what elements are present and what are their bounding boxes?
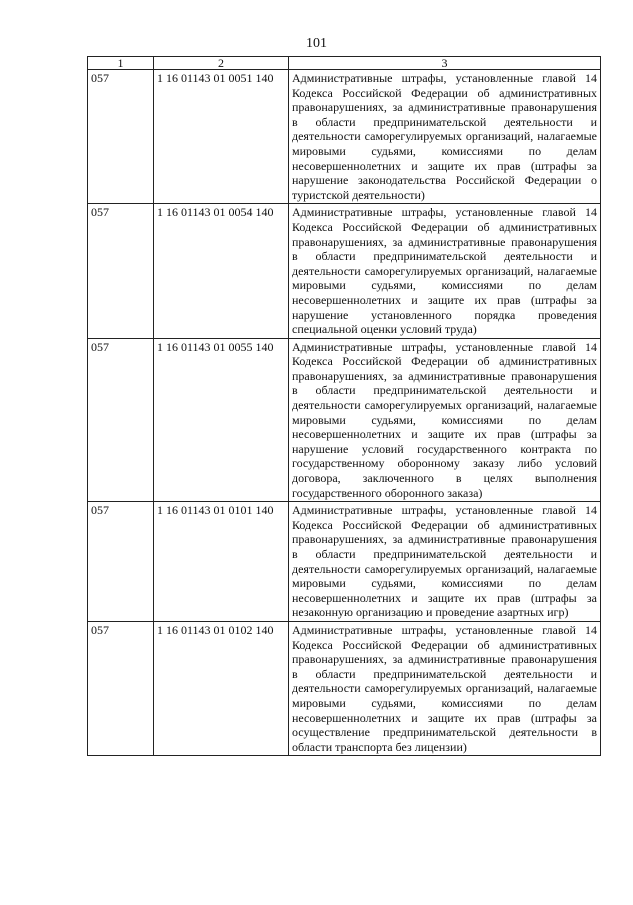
description-cell: Административные штрафы, установленные главой 14 Кодекса Российской Федерации об административных правонарушениях, за административные правонарушения в области предпринимательской деятельности и деятельности саморегулируемых организаций, налагаемые мировыми судьями, комиссиями по делам несовершеннолетних и защите их прав (штрафы за нарушение законодательства Российской Федерации о туристской деятельности): [289, 70, 601, 204]
budget-classification-code-cell: 1 16 01143 01 0051 140: [154, 70, 289, 204]
table-row: [88, 338, 601, 502]
description-cell: Административные штрафы, установленные главой 14 Кодекса Российской Федерации об административных правонарушениях, за административные правонарушения в области предпринимательской деятельности и деятельности саморегулируемых организаций, налагаемые мировыми судьями, комиссиями по делам несовершеннолетних и защите их прав (штрафы за незаконную организацию и проведение азартных игр): [289, 502, 601, 622]
admin-code-cell: 057: [88, 502, 154, 622]
admin-code-cell: 057: [88, 621, 154, 755]
table-row: [88, 204, 601, 338]
description-cell: Административные штрафы, установленные главой 14 Кодекса Российской Федерации об административных правонарушениях, за административные правонарушения в области предпринимательской деятельности и деятельности саморегулируемых организаций, налагаемые мировыми судьями, комиссиями по делам несовершеннолетних и защите их прав (штрафы за осуществление предпринимательской деятельности в области транспорта без лицензии): [289, 621, 601, 755]
column-header-3: 3: [289, 57, 601, 70]
table-row: [88, 621, 601, 755]
table-row: [88, 70, 601, 204]
admin-code-cell: 057: [88, 338, 154, 502]
budget-classification-code-cell: 1 16 01143 01 0055 140: [154, 338, 289, 502]
description-cell: Административные штрафы, установленные главой 14 Кодекса Российской Федерации об административных правонарушениях, за административные правонарушения в области предпринимательской деятельности и деятельности саморегулируемых организаций, налагаемые мировыми судьями, комиссиями по делам несовершеннолетних и защите их прав (штрафы за нарушение условий государственного контракта по государственному оборонному заказу либо условий договора, заключенного в целях выполнения государственного оборонного заказа): [289, 338, 601, 502]
budget-classification-code-cell: 1 16 01143 01 0054 140: [154, 204, 289, 338]
column-header-1: 1: [88, 57, 154, 70]
column-header-2: 2: [154, 57, 289, 70]
table-header-row: [88, 57, 601, 70]
table-row: [88, 502, 601, 622]
budget-classification-code-cell: 1 16 01143 01 0101 140: [154, 502, 289, 622]
description-cell: Административные штрафы, установленные главой 14 Кодекса Российской Федерации об административных правонарушениях, за административные правонарушения в области предпринимательской деятельности и деятельности саморегулируемых организаций, налагаемые мировыми судьями, комиссиями по делам несовершеннолетних и защите их прав (штрафы за нарушение установленного порядка проведения специальной оценки условий труда): [289, 204, 601, 338]
budget-classification-code-cell: 1 16 01143 01 0102 140: [154, 621, 289, 755]
admin-code-cell: 057: [88, 204, 154, 338]
budget-codes-table: [87, 56, 601, 756]
admin-code-cell: 057: [88, 70, 154, 204]
page-number: 101: [306, 36, 327, 51]
